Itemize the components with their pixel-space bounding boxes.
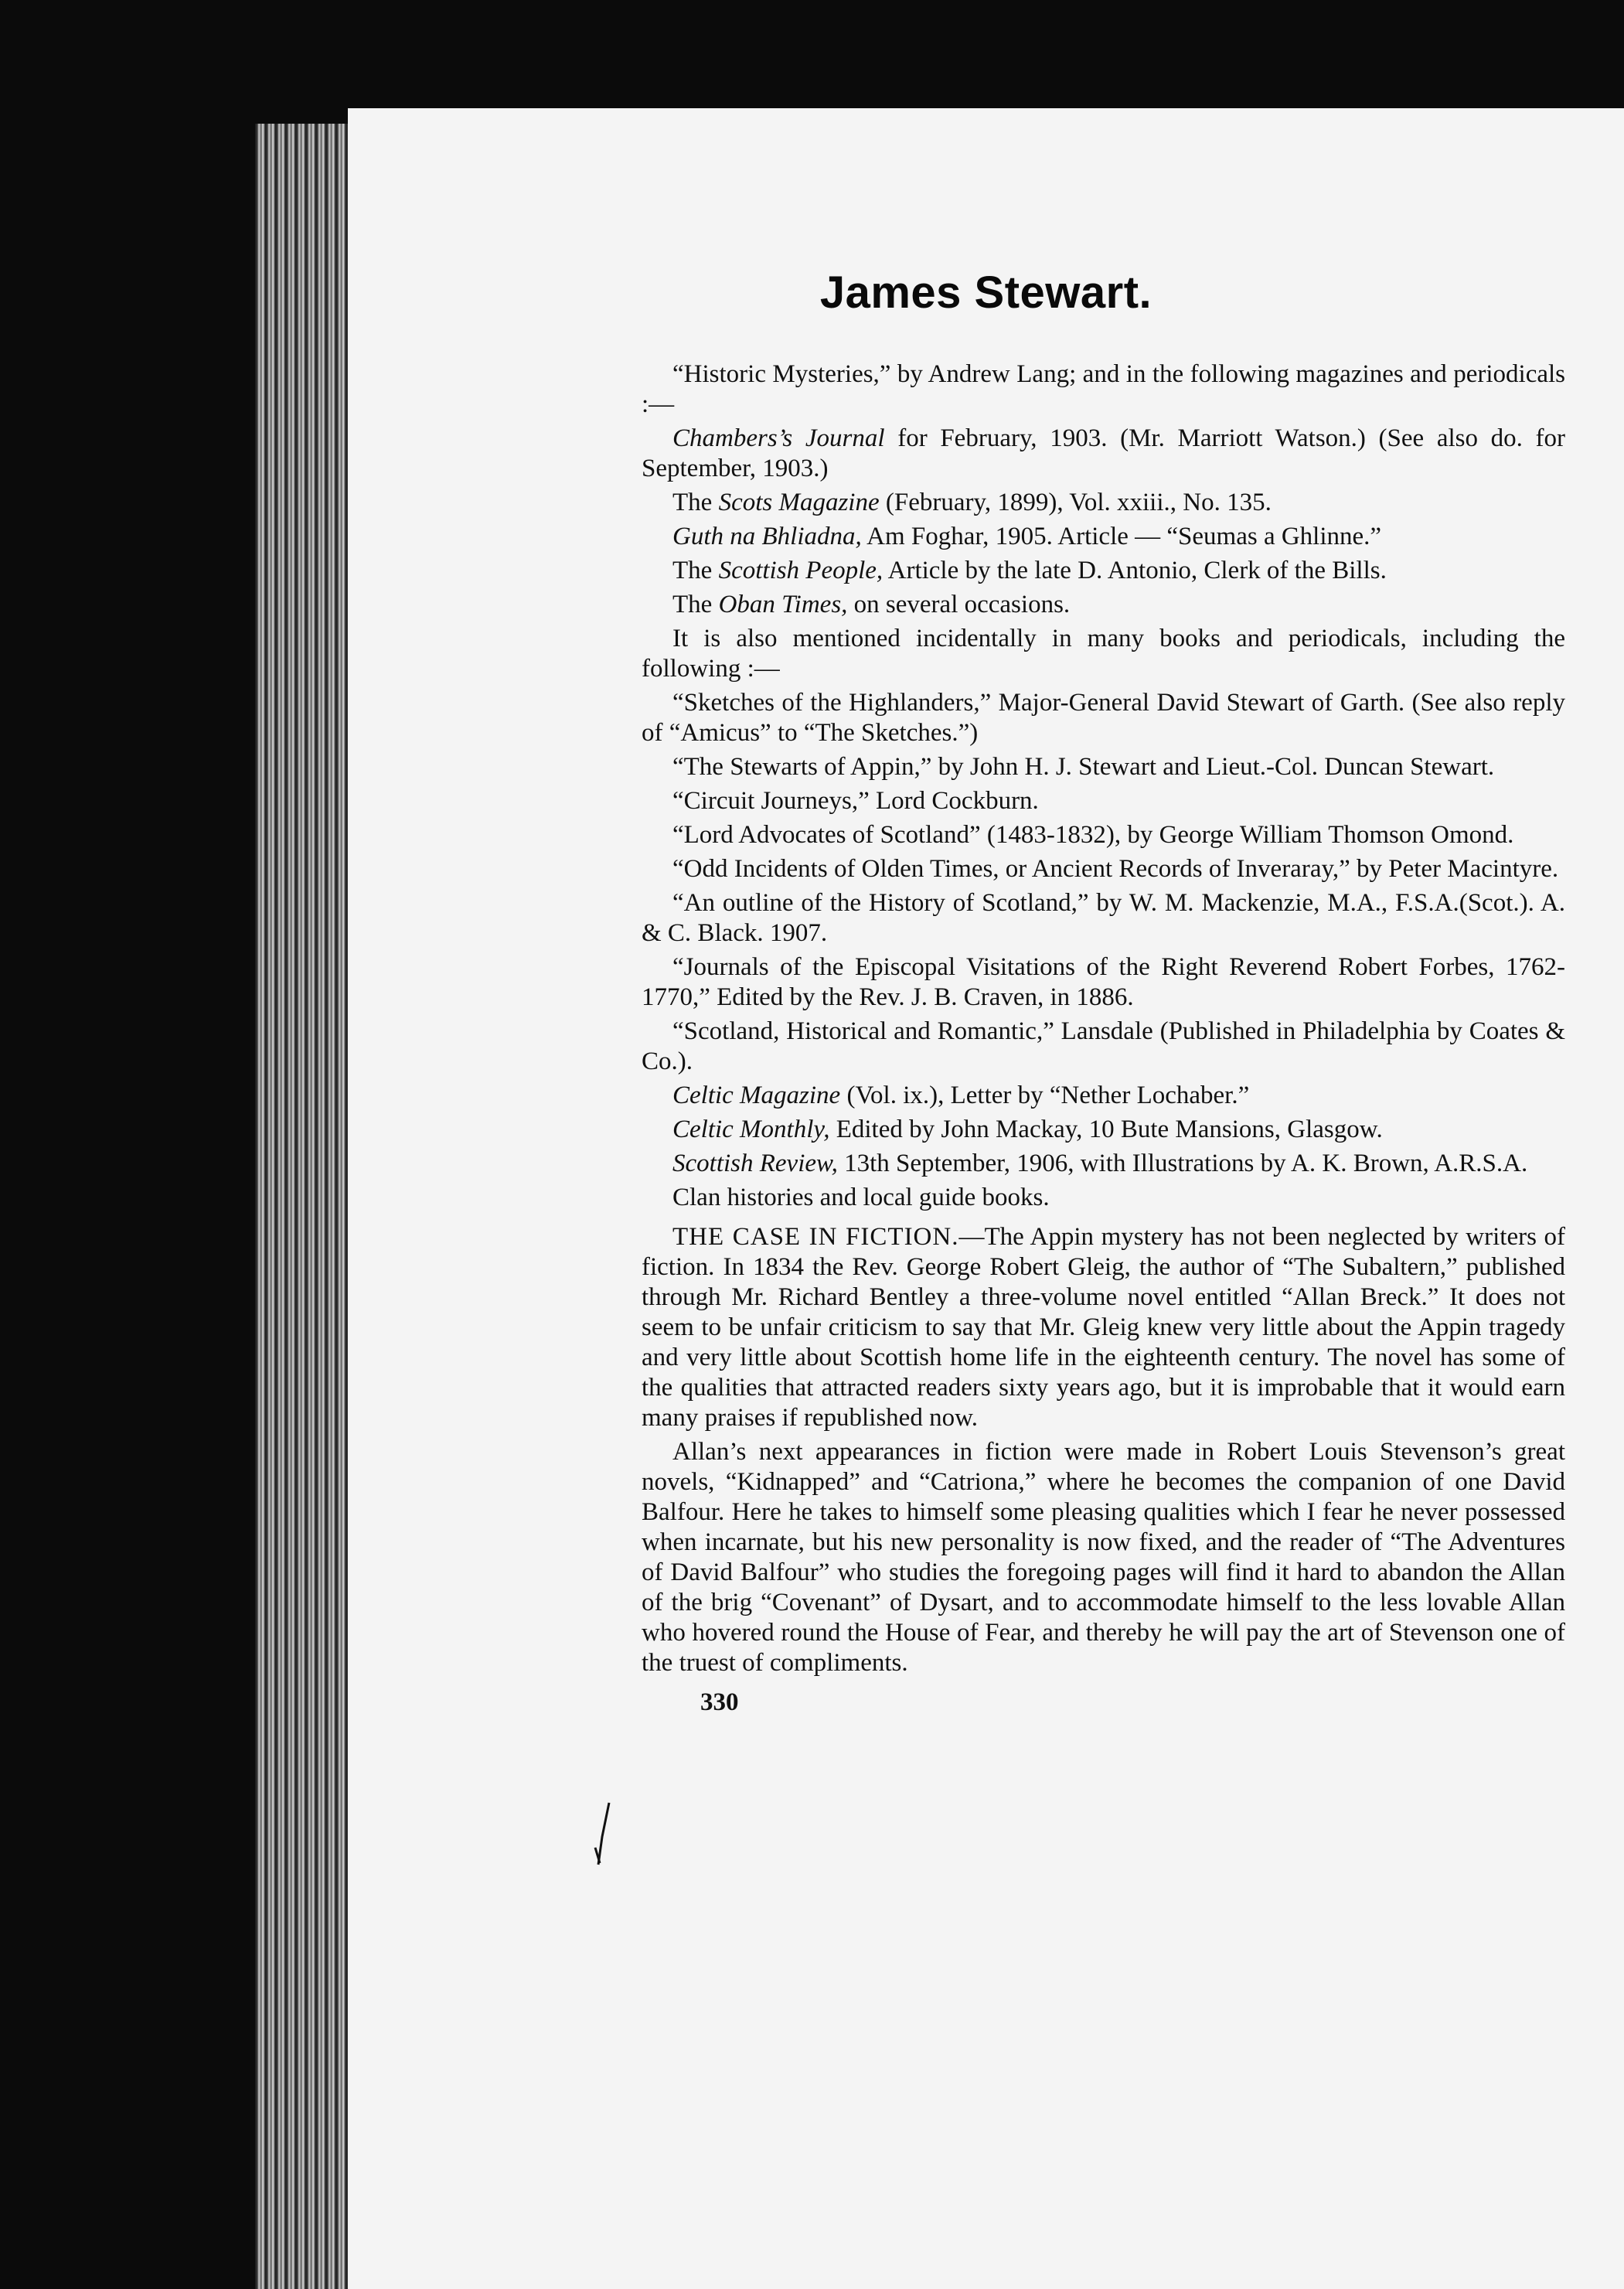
text-run: “Odd Incidents of Olden Times, or Ancient Records of Inveraray,” by Peter Macintyre. [672, 855, 1559, 883]
paragraph [642, 688, 1565, 748]
text-run: —The Appin mystery has not been neglected by writers of fiction. In 1834 the Rev. George Robert Gleig, the author of “The Subaltern,” published through Mr. Richard Bentley a three-volume novel entitled “Allan Breck.” It does not seem to be unfair criticism to say that Mr. Gleig knew very little about the Appin tragedy and very little about Scottish home life in the eighteenth century. The novel has some of the qualities that attracted readers sixty years ago, but it is improbable that it would earn many praises if republished now. [642, 1223, 1566, 1432]
text-run: Edited by John Mackay, 10 Bute Mansions, Glasgow. [829, 1116, 1383, 1143]
paragraph [642, 488, 1565, 518]
book-page [348, 108, 1624, 2289]
paragraph [642, 752, 1565, 782]
text-run: Allan’s next appearances in fiction were made in Robert Louis Stevenson’s great novels, “Kidnapped” and “Catriona,” where he becomes the companion of one David Balfour. Here he takes to himself some pleasing qualities which I fear he never possessed when incarnate, but his new personality is now fixed, and the reader of “The Adventures of David Balfour” who studies the foregoing pages will find it hard to abandon the Allan of the brig “Covenant” of Dysart, and to accommodate himself to the less lovable Allan who hovered round the House of Fear, and thereby he will pay the art of Stevenson one of the truest of compliments. [642, 1438, 1565, 1677]
italic-title: Oban Times, [718, 591, 848, 618]
page-number: 330 [700, 1688, 739, 1716]
italic-title: Celtic Monthly, [672, 1116, 830, 1143]
text-run: Article by the late D. Antonio, Clerk of the Bills. [883, 557, 1387, 584]
paragraph [642, 820, 1565, 850]
paragraph [642, 1437, 1565, 1678]
text-run: The [672, 489, 719, 516]
italic-title: Guth na Bhliadna, [672, 523, 862, 550]
text-run: (February, 1899), Vol. xxiii., No. 135. [879, 489, 1272, 516]
paragraph [642, 556, 1565, 586]
paragraph [642, 359, 1565, 420]
paragraph [642, 786, 1565, 816]
text-run: on several occasions. [847, 591, 1071, 618]
text-run: “The Stewarts of Appin,” by John H. J. Stewart and Lieut.-Col. Duncan Stewart. [672, 753, 1495, 781]
book-page-edges [255, 124, 348, 2289]
paragraph [642, 1183, 1565, 1213]
italic-title: Scots Magazine [718, 489, 880, 516]
paragraph [642, 1222, 1565, 1433]
paragraph [642, 1115, 1565, 1145]
text-run: 13th September, 1906, with Illustrations by A. K. Brown, A.R.S.A. [837, 1150, 1528, 1177]
italic-title: Scottish People, [718, 557, 883, 584]
italic-title: Celtic Magazine [672, 1081, 841, 1109]
paragraph [642, 1017, 1565, 1077]
paragraph [642, 624, 1565, 684]
paragraph [642, 1149, 1565, 1179]
margin-check-mark [594, 1801, 612, 1866]
text-run: “Lord Advocates of Scotland” (1483-1832), by George William Thomson Omond. [672, 821, 1514, 849]
italic-title: Scottish Review, [672, 1150, 838, 1177]
paragraph [642, 590, 1565, 620]
text-run: The [672, 591, 719, 618]
paragraph [642, 424, 1565, 484]
text-run: “An outline of the History of Scotland,” by W. M. Mackenzie, M.A., F.S.A.(Scot.). A. & C. Black. 1907. [642, 889, 1565, 947]
text-run: Am Foghar, 1905. Article — “Seumas a Ghlinne.” [861, 523, 1382, 550]
italic-title: Chambers’s Journal [672, 424, 885, 452]
running-head: James Stewart. [819, 267, 1152, 318]
text-run: “Journals of the Episcopal Visitations of the Right Reverend Robert Forbes, 1762-1770,” Edited by the Rev. J. B. Craven, in 1886. [642, 953, 1565, 1011]
paragraph [642, 522, 1565, 552]
paragraph [642, 1081, 1565, 1111]
text-run: It is also mentioned incidentally in many books and periodicals, including the following :— [642, 625, 1565, 683]
text-run: “Circuit Journeys,” Lord Cockburn. [672, 787, 1039, 815]
paragraph [642, 888, 1565, 949]
paragraph-list [642, 359, 1565, 1678]
paragraph [642, 854, 1565, 884]
body-text [642, 359, 1565, 1718]
paragraph [642, 952, 1565, 1013]
text-run: The [672, 557, 719, 584]
text-run: “Sketches of the Highlanders,” Major-General David Stewart of Garth. (See also reply of “Amicus” to “The Sketches.”) [642, 689, 1565, 747]
text-run: “Scotland, Historical and Romantic,” Lansdale (Published in Philadelphia by Coates & Co.). [642, 1017, 1565, 1075]
text-run: “Historic Mysteries,” by Andrew Lang; and in the following magazines and periodicals :— [642, 360, 1565, 418]
text-run: (Vol. ix.), Letter by “Nether Lochaber.” [840, 1081, 1250, 1109]
section-heading: THE CASE IN FICTION. [672, 1223, 959, 1251]
text-run: Clan histories and local guide books. [672, 1184, 1050, 1211]
text-run: for February, 1903. (Mr. Marriott Watson.) (See also do. for September, 1903.) [642, 424, 1565, 482]
